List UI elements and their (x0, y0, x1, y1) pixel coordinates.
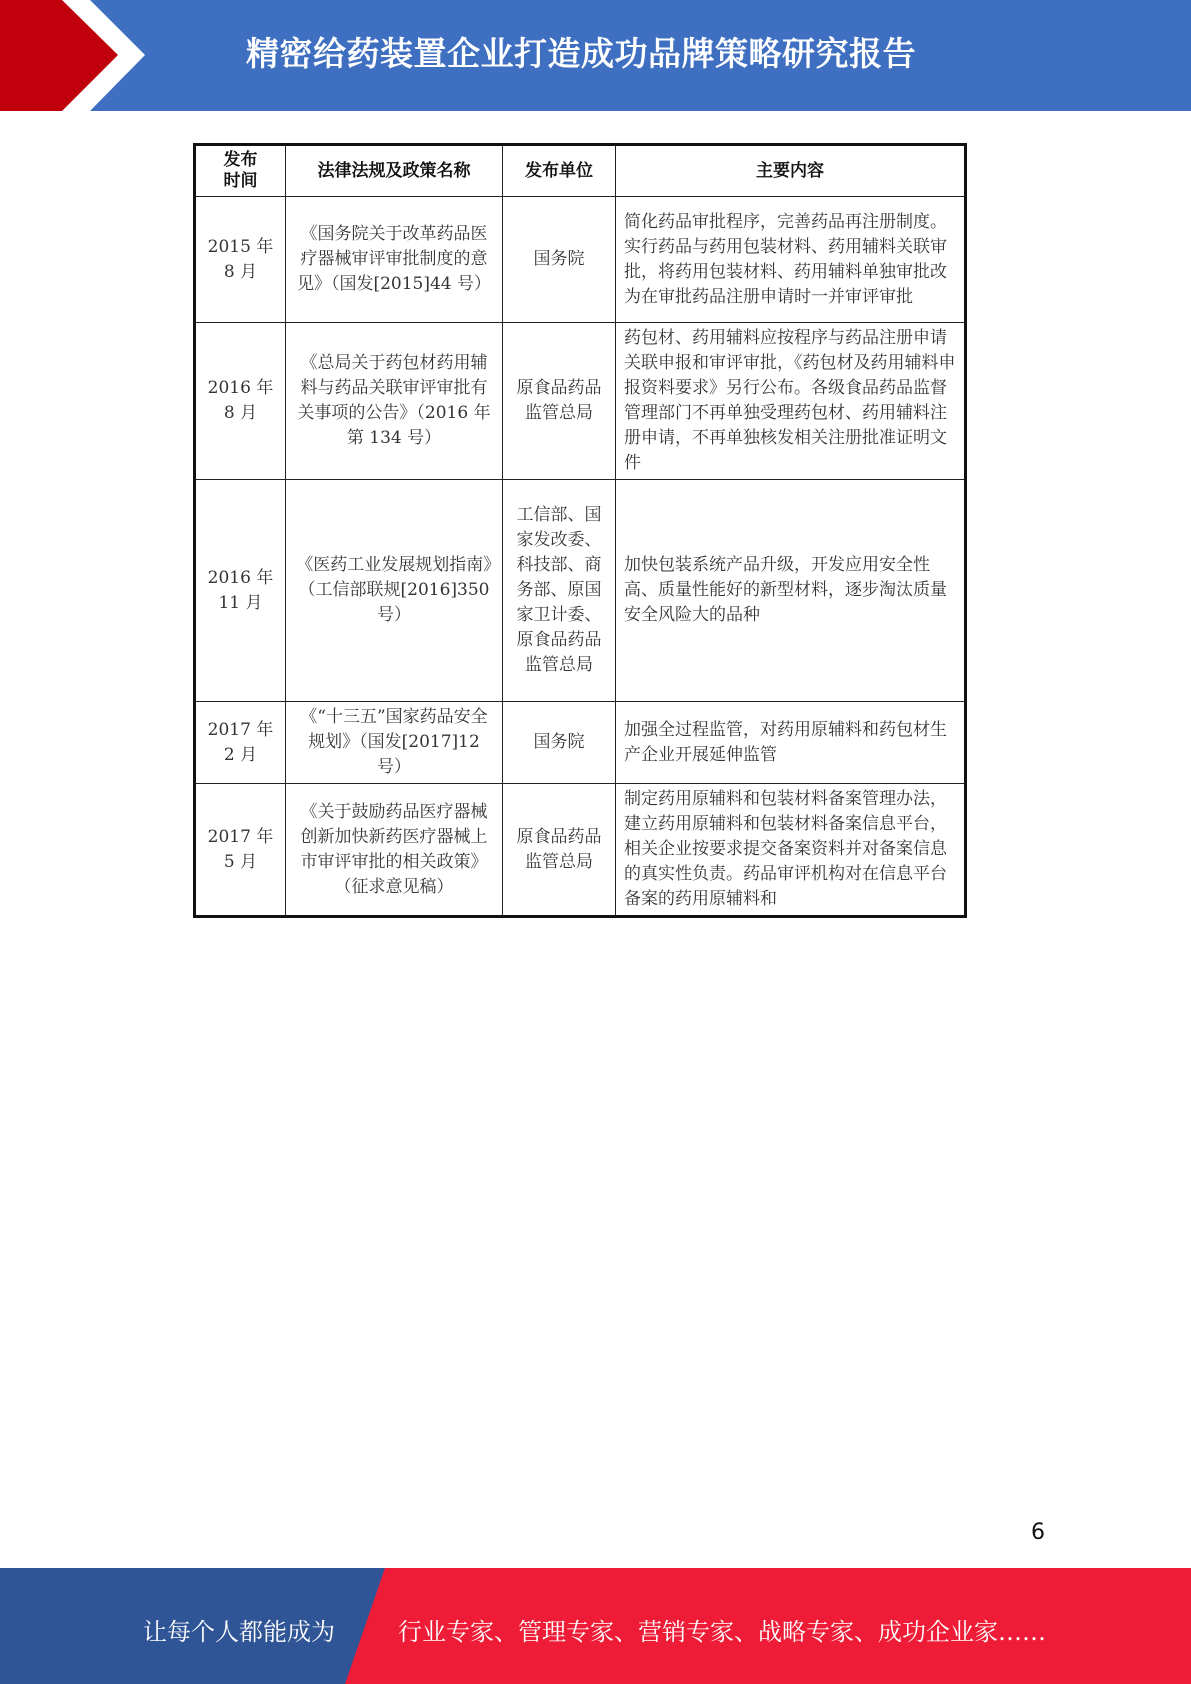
row-content: 简化药品审批程序，完善药品再注册制度。实行药品与药用包装材料、药用辅料关联审批，将药用包装材料、药用辅料单独审批改为在审批药品注册申请时一并审评审批 (616, 197, 966, 323)
row-issuer: 原食品药品监管总局 (503, 323, 616, 480)
table-row (195, 323, 966, 480)
row-content: 制定药用原辅料和包装材料备案管理办法，建立药用原辅料和包装材料备案信息平台，相关企业按要求提交备案资料并对备案信息的真实性负责。药品审评机构对在信息平台备案的药用原辅料和 (616, 784, 966, 917)
header-banner (0, 0, 1191, 111)
row-issuer: 国务院 (503, 702, 616, 784)
header-policy-name: 法律法规及政策名称 (286, 145, 503, 197)
page-number: 6 (1031, 1520, 1045, 1545)
table-row (195, 702, 966, 784)
row-policy-name: 《医药工业发展规划指南》（工信部联规[2016]350 号） (286, 480, 503, 702)
row-content: 加强全过程监管，对药用原辅料和药包材生产企业开展延伸监管 (616, 702, 966, 784)
header-issuer: 发布单位 (503, 145, 616, 197)
row-date: 2016 年 8 月 (195, 323, 286, 480)
footer-banner (0, 1568, 1191, 1684)
row-policy-name: 《国务院关于改革药品医疗器械审评审批制度的意见》（国发[2015]44 号） (286, 197, 503, 323)
row-issuer: 原食品药品监管总局 (503, 784, 616, 917)
header-content: 主要内容 (616, 145, 966, 197)
row-date: 2017 年 2 月 (195, 702, 286, 784)
row-policy-name: 《“十三五”国家药品安全规划》（国发[2017]12 号） (286, 702, 503, 784)
row-date: 2017 年 5 月 (195, 784, 286, 917)
policy-table (193, 143, 967, 918)
row-issuer: 工信部、国家发改委、科技部、商务部、原国家卫计委、原食品药品监管总局 (503, 480, 616, 702)
footer-slogan-left: 让每个人都能成为 (143, 1618, 335, 1646)
table-row (195, 784, 966, 917)
header-date: 发布时间 (195, 145, 286, 197)
report-title: 精密给药装置企业打造成功品牌策略研究报告 (246, 34, 916, 73)
row-content: 药包材、药用辅料应按程序与药品注册申请关联申报和审评审批，《药包材及药用辅料申报资料要求》另行公布。各级食品药品监督管理部门不再单独受理药包材、药用辅料注册申请，不再单独核发相关注册批准证明文件 (616, 323, 966, 480)
table-header-row (195, 145, 966, 197)
table-row (195, 480, 966, 702)
row-date: 2016 年 11 月 (195, 480, 286, 702)
row-policy-name: 《关于鼓励药品医疗器械创新加快新药医疗器械上市审评审批的相关政策》（征求意见稿） (286, 784, 503, 917)
row-content: 加快包装系统产品升级，开发应用安全性高、质量性能好的新型材料，逐步淘汰质量安全风险大的品种 (616, 480, 966, 702)
row-date: 2015 年 8 月 (195, 197, 286, 323)
row-issuer: 国务院 (503, 197, 616, 323)
header-arrow-decoration (0, 0, 150, 111)
row-policy-name: 《总局关于药包材药用辅料与药品关联审评审批有关事项的公告》（2016 年第 134 号） (286, 323, 503, 480)
table-row (195, 197, 966, 323)
footer-slogan-right: 行业专家、管理专家、营销专家、战略专家、成功企业家…… (398, 1618, 1046, 1646)
